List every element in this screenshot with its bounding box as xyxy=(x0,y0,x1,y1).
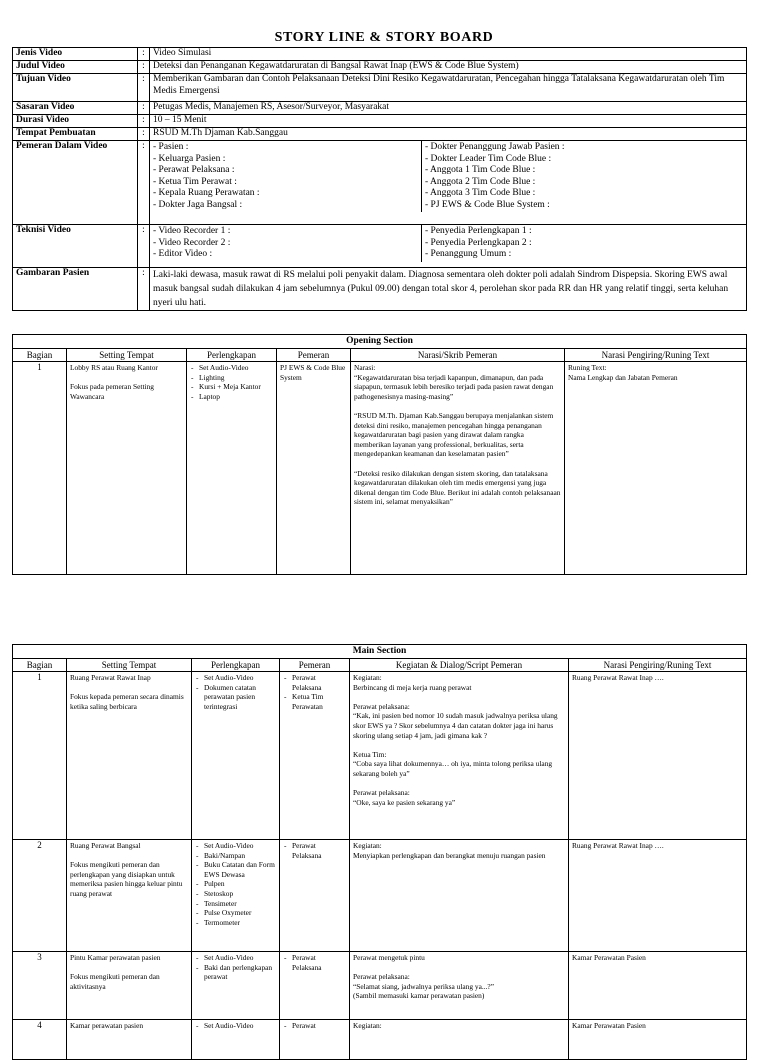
info-label: Teknisi Video xyxy=(13,225,138,268)
list-item: - Set Audio-Video xyxy=(195,673,276,683)
crew-item: - Video Recorder 1 : xyxy=(153,226,231,236)
info-value: Laki-laki dewasa, masuk rawat di RS melalui poli penyakit dalam. Diagnosa sementara oleh dokter poli adalah Sindrom Dispepsia. Skoring EWS awal masuk bangsal sudah dilakukan 4 jam sebelumnya (Pukul 09.00) dengan total skor 4, perolehan skor pada RR dan HR yang relatif tinggi, serta keluhan nyeri ulu hati. xyxy=(150,268,747,311)
cast-item: - Anggota 3 Tim Code Blue : xyxy=(425,188,536,198)
cast-item: - Dokter Leader Tim Code Blue : xyxy=(425,153,552,164)
list-item: - Tensimeter xyxy=(195,899,276,909)
script-text: Perawat pelaksana: “Oke, saya ke pasien sekarang ya” xyxy=(353,788,456,807)
opening-section-table xyxy=(12,334,747,575)
crew-item: - Editor Video : xyxy=(153,249,213,259)
equipment-list xyxy=(190,363,273,401)
column-header: Narasi Pengiring/Runing Text xyxy=(569,659,747,672)
list-item: - Baki/Nampan xyxy=(195,851,276,861)
info-row-jenis xyxy=(13,48,747,61)
running-text: Kamar Perawatan Pasien xyxy=(569,952,747,1020)
list-item: - Pulse Oxymeter xyxy=(195,908,276,918)
info-row-sasaran xyxy=(13,102,747,115)
info-colon: : xyxy=(138,115,150,128)
script-text: Perawat mengetuk pintu xyxy=(353,953,425,962)
cast-text: PJ EWS & Code Blue System xyxy=(277,362,351,575)
list-item: - Termometer xyxy=(195,918,276,928)
cast-item: - Dokter Jaga Bangsal : xyxy=(153,199,243,210)
running-text: Runing Text: Nama Lengkap dan Jabatan Pemeran xyxy=(565,362,747,575)
info-colon: : xyxy=(138,48,150,61)
info-value: RSUD M.Th Djaman Kab.Sanggau xyxy=(150,128,747,141)
list-item: - Baki dan perlengkapan perawat xyxy=(195,963,276,982)
setting-text: Fokus mengikuti pemeran dan aktivitasnya xyxy=(70,972,160,991)
table-row xyxy=(13,1020,747,1060)
column-header: Narasi Pengiring/Runing Text xyxy=(565,349,747,362)
cast-item: - Pasien : xyxy=(153,142,189,152)
info-colon: : xyxy=(138,61,150,74)
script-text: “RSUD M.Th. Djaman Kab.Sanggau berupaya menjalankan sistem deteksi dini resiko, manajemen pencegahan hingga penanganan kegawatdaruratan bagi pasien yang dirawat dalam rangka memberikan layanan yang professional, berkualitas, serta mengedepankan keamanan dan keselamatan pasien” xyxy=(354,410,554,459)
column-header: Setting Tempat xyxy=(67,659,192,672)
column-header: Perlengkapan xyxy=(192,659,280,672)
script-text: Narasi: “Kegawatdaruratan bisa terjadi kapanpun, dimanapun, dan pada siapapun, termasuk lebih beresiko terjadi pada pasien rawat dengan pathogenesisnya masing-masing” xyxy=(354,363,554,401)
info-colon: : xyxy=(138,141,150,225)
column-header: Kegiatan & Dialog/Script Pemeran xyxy=(350,659,569,672)
setting-text: Fokus pada pemeran Setting Wawancara xyxy=(70,382,154,401)
cast-item: - PJ EWS & Code Blue System : xyxy=(425,199,550,210)
crew-item: - Penyedia Perlengkapan 1 : xyxy=(425,226,532,236)
scene-number: 3 xyxy=(13,952,67,1020)
setting-text: Ruang Perawat Rawat Inap xyxy=(70,673,151,682)
list-item: - Lighting xyxy=(190,373,273,383)
info-colon: : xyxy=(138,102,150,115)
column-header: Pemeran xyxy=(280,659,350,672)
cast-item: - Kepala Ruang Perawatan : xyxy=(153,188,260,198)
list-item: - Buku Catatan dan Form EWS Dewasa xyxy=(195,860,276,879)
setting-text: Lobby RS atau Ruang Kantor xyxy=(70,363,158,372)
info-colon: : xyxy=(138,225,150,268)
cast-list xyxy=(283,841,346,860)
cast-list xyxy=(283,673,346,711)
list-item: - Set Audio-Video xyxy=(195,953,276,963)
script-text: Perawat pelaksana: “Selamat siang, jadwalnya periksa ulang ya...?” (Sambil memasuki kamar perawatan pasien) xyxy=(353,972,494,1001)
list-item: - Pulpen xyxy=(195,879,276,889)
running-text: Ruang Perawat Rawat Inap …. xyxy=(569,840,747,952)
setting-text: Ruang Perawat Bangsal xyxy=(70,841,141,850)
scene-number: 4 xyxy=(13,1020,67,1060)
list-item: - Perawat Pelaksana xyxy=(283,953,346,972)
equipment-list xyxy=(195,1021,276,1031)
column-header: Setting Tempat xyxy=(67,349,187,362)
cast-item: - Keluarga Pasien : xyxy=(153,153,226,164)
cast-item: - Perawat Pelaksana : xyxy=(153,165,235,175)
script-text: Kegiatan: Berbincang di meja kerja ruang perawat xyxy=(353,673,472,692)
scene-number: 1 xyxy=(13,672,67,840)
running-text: Kamar Perawatan Pasien xyxy=(569,1020,747,1060)
info-row-durasi xyxy=(13,115,747,128)
script-text: Ketua Tim: “Coba saya lihat dokumennya… oh iya, minta tolong periksa ulang sekarang boleh ya” xyxy=(353,749,553,778)
info-label: Gambaran Pasien xyxy=(13,268,138,311)
header-row xyxy=(13,659,747,672)
main-section-table xyxy=(12,644,747,1060)
list-item: - Set Audio-Video xyxy=(195,841,276,851)
list-item: - Ketua Tim Perawatan xyxy=(283,692,346,711)
list-item: - Kursi + Meja Kantor xyxy=(190,382,273,392)
info-value: 10 – 15 Menit xyxy=(150,115,747,128)
script-text: Perawat pelaksana: “Kak, ini pasien bed nomor 10 sudah masuk jadwalnya periksa ulang skor EWS ya ? Skor sebelumnya 4 dan catatan dokter jaga ini harus skoring ulang setiap 4 jam, jadi gimana kak ? xyxy=(353,701,558,740)
header-row xyxy=(13,349,747,362)
table-row xyxy=(13,952,747,1020)
list-item: - Laptop xyxy=(190,392,273,402)
setting-text: Kamar perawatan pasien xyxy=(70,1021,144,1030)
equipment-list xyxy=(195,841,276,927)
script-text: Kegiatan: Menyiapkan perlengkapan dan berangkat menuju ruangan pasien xyxy=(353,841,546,860)
script-text: “Deteksi resiko dilakukan dengan sistem skoring, dan tatalaksana kegawatdaruratan dilakukan oleh tim medis emergensi yang juga dikenal dengan tim Code Blue. Berikut ini adalah contoh pelaksanaan sistem ini, selamat menyaksikan” xyxy=(354,468,561,507)
info-label: Sasaran Video xyxy=(13,102,138,115)
setting-text: Fokus kepada pemeran secara dinamis ketika saling berbicara xyxy=(70,692,184,711)
column-header: Bagian xyxy=(13,659,67,672)
pemeran-list xyxy=(150,141,746,212)
list-item: - Perawat Pelaksana xyxy=(283,841,346,860)
column-header: Pemeran xyxy=(277,349,351,362)
setting-text: Fokus mengikuti pemeran dan perlengkapan yang disiapkan untuk memeriksa pasien hingga keluar pintu ruang perawat xyxy=(70,860,183,898)
table-row xyxy=(13,672,747,840)
list-item: - Perawat xyxy=(283,1021,346,1031)
info-value: Petugas Medis, Manajemen RS, Asesor/Surveyor, Masyarakat xyxy=(150,102,747,115)
info-value: Deteksi dan Penanganan Kegawatdaruratan di Bangsal Rawat Inap (EWS & Code Blue System) xyxy=(150,61,747,74)
crew-item: - Video Recorder 2 : xyxy=(153,237,231,248)
section-caption: Main Section xyxy=(13,645,747,659)
video-info-table xyxy=(12,47,747,311)
info-colon: : xyxy=(138,128,150,141)
info-value: Video Simulasi xyxy=(150,48,747,61)
info-label: Jenis Video xyxy=(13,48,138,61)
info-row-teknisi xyxy=(13,225,747,268)
scene-number: 1 xyxy=(13,362,67,575)
table-row xyxy=(13,840,747,952)
info-label: Durasi Video xyxy=(13,115,138,128)
info-colon: : xyxy=(138,268,150,311)
list-item: - Dokumen catatan perawatan pasien terintegrasi xyxy=(195,683,276,712)
cast-item: - Anggota 2 Tim Code Blue : xyxy=(425,176,536,187)
info-label: Pemeran Dalam Video xyxy=(13,141,138,225)
info-row-pemeran xyxy=(13,141,747,225)
cast-item: - Anggota 1 Tim Code Blue : xyxy=(425,165,536,175)
info-row-tujuan xyxy=(13,74,747,102)
equipment-list xyxy=(195,673,276,711)
info-label: Tempat Pembuatan xyxy=(13,128,138,141)
column-header: Narasi/Skrib Pemeran xyxy=(351,349,565,362)
equipment-list xyxy=(195,953,276,982)
scene-number: 2 xyxy=(13,840,67,952)
list-item: - Set Audio-Video xyxy=(195,1021,276,1031)
info-label: Judul Video xyxy=(13,61,138,74)
info-row-gambaran xyxy=(13,268,747,311)
info-label: Tujuan Video xyxy=(13,74,138,102)
crew-item: - Penyedia Perlengkapan 2 : xyxy=(425,237,532,248)
table-row xyxy=(13,362,747,575)
script-text: Kegiatan: xyxy=(353,1021,382,1030)
cast-list xyxy=(283,1021,346,1031)
page-title: STORY LINE & STORY BOARD xyxy=(274,30,494,45)
info-value: Memberikan Gambaran dan Contoh Pelaksanaan Deteksi Dini Resiko Kegawatdaruratan, Pencegahan hingga Tatalaksana Kegawatdaruratan oleh Tim Medis Emergensi xyxy=(150,74,747,102)
list-item: - Set Audio-Video xyxy=(190,363,273,373)
cast-item: - Dokter Penanggung Jawab Pasien : xyxy=(425,142,565,152)
teknisi-list xyxy=(150,225,746,262)
running-text: Ruang Perawat Rawat Inap …. xyxy=(569,672,747,840)
list-item: - Perawat Pelaksana xyxy=(283,673,346,692)
crew-item: - Penanggung Umum : xyxy=(425,249,512,259)
cast-item: - Ketua Tim Perawat : xyxy=(153,176,237,187)
column-header: Bagian xyxy=(13,349,67,362)
cast-list xyxy=(283,953,346,972)
info-colon: : xyxy=(138,74,150,102)
column-header: Perlengkapan xyxy=(187,349,277,362)
info-row-tempat xyxy=(13,128,747,141)
list-item: - Stetoskop xyxy=(195,889,276,899)
info-row-judul xyxy=(13,61,747,74)
section-caption: Opening Section xyxy=(13,335,747,349)
setting-text: Pintu Kamar perawatan pasien xyxy=(70,953,161,962)
